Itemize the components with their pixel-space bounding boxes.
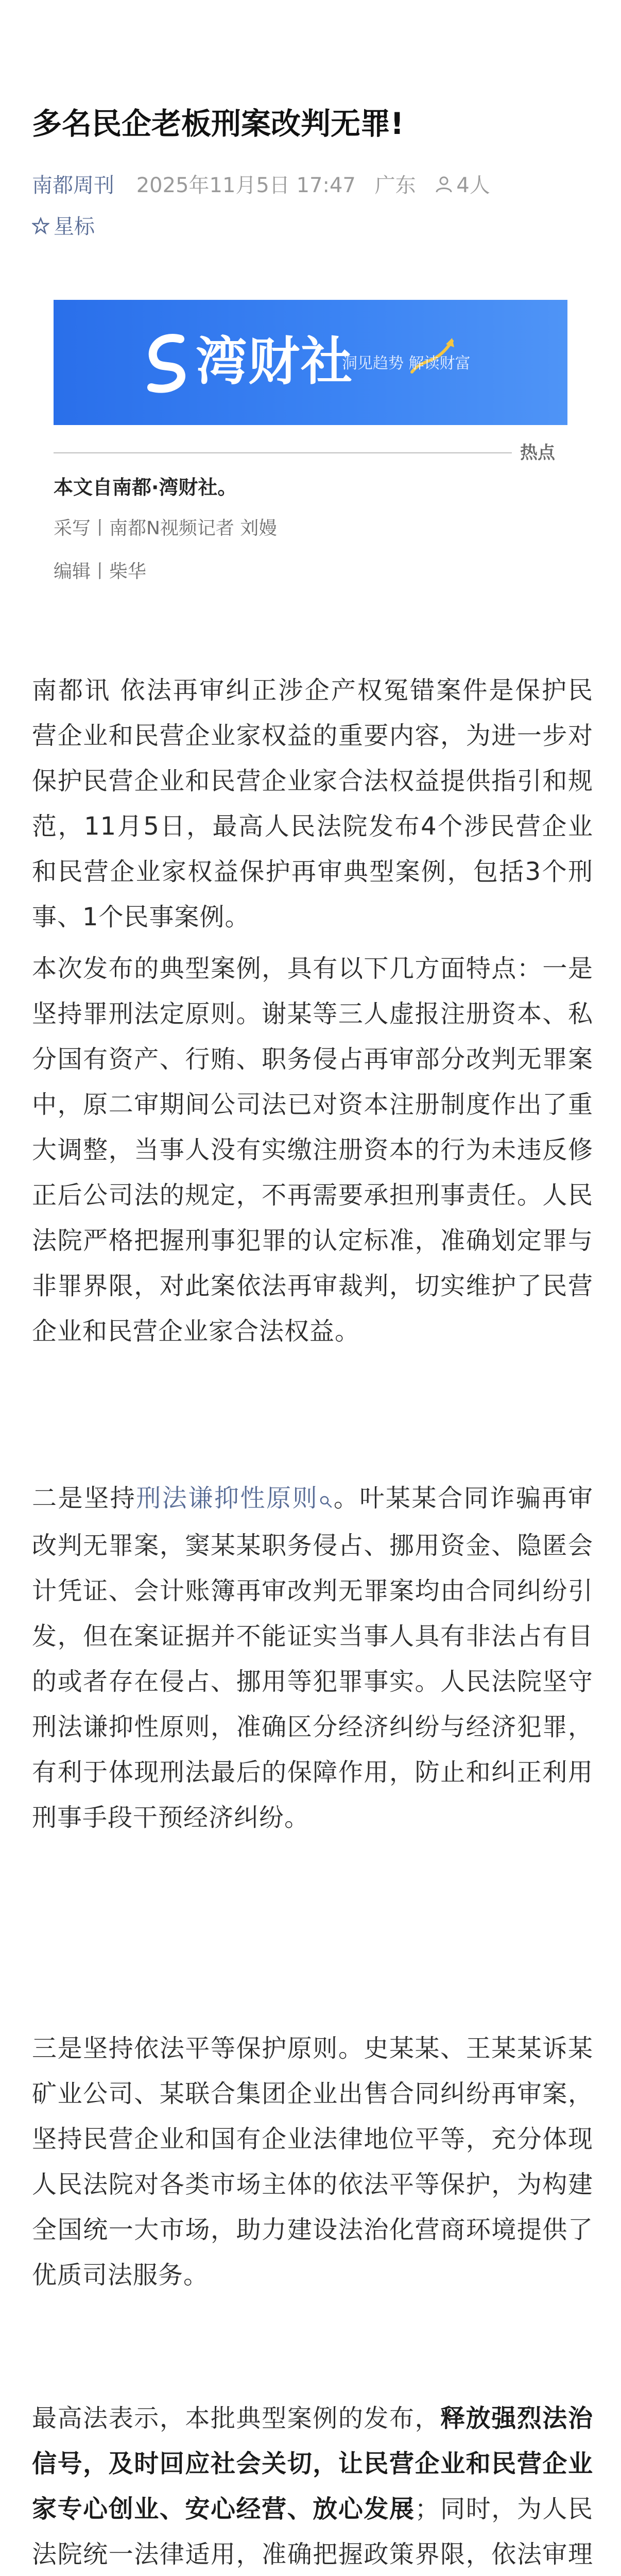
banner-logo-text: 湾财社 <box>196 331 353 392</box>
paragraph-5-a: 最高法表示，本批典型案例的发布， <box>32 2404 441 2433</box>
article-reporter: 采写丨南都N视频记者 刘嫚 <box>54 518 278 539</box>
caption-divider <box>54 452 512 453</box>
reader-count: 4人 <box>456 174 490 197</box>
star-label: 星标 <box>54 215 95 239</box>
hot-tag: 热点 <box>520 443 555 463</box>
wancaishe-banner <box>54 300 567 425</box>
article-title: 多名民企老板刑案改判无罪! <box>32 106 404 141</box>
paragraph-2: 本次发布的典型案例，具有以下几方面特点：一是坚持罪刑法定原则。谢某等三人虚报注册资本、私分国有资产、行贿、职务侵占再审部分改判无罪案中，原二审期间公司法已对资本注册制度作出了重大调整，当事人没有实缴注册资本的行为未违反修正后公司法的规定，不再需要承担刑事责任。人民法院严格把握刑事犯罪的认定标准，准确划定罪与非罪界限，对此案依法再审裁判，切实维护了民营企业和民营企业家合法权益。 <box>32 954 593 1346</box>
paragraph-5 <box>32 2396 593 2576</box>
paragraph-3-prefix: 二是坚持 <box>32 1484 136 1513</box>
banner-slogan: 洞见趋势 解读财富 <box>342 354 471 372</box>
paragraph-4: 三是坚持依法平等保护原则。史某某、王某某诉某矿业公司、某联合集团企业出售合同纠纷再审案，坚持民营企业和国有企业法律地位平等，充分体现人民法院对各类市场主体的依法平等保护，为构建全国统一大市场，助力建设法治化营商环境提供了优质司法服务。 <box>32 2034 593 2290</box>
paragraph-1: 南都讯 依法再审纠正涉企产权冤错案件是保护民营企业和民营企业家权益的重要内容，为进一步对保护民营企业和民营企业家合法权益提供指引和规范，11月5日，最高人民法院发布4个涉民营企业和民营企业家权益保护再审典型案例，包括3个刑事、1个民事案例。 <box>32 676 593 931</box>
publish-location: 广东 <box>374 174 416 197</box>
star-icon <box>32 212 49 243</box>
search-icon[interactable] <box>319 1478 333 1523</box>
publish-datetime: 2025年11月5日 17:47 <box>136 174 356 197</box>
author-link[interactable]: 南都周刊 <box>32 174 114 197</box>
article-meta <box>32 170 598 202</box>
star-button[interactable] <box>32 211 95 243</box>
paragraph-5-c: ；同时，为人民法院统一法律适用，准确把握政策界限，依法审理 <box>32 2495 593 2569</box>
wancaishe-logo-icon <box>144 329 191 396</box>
people-icon <box>435 171 453 202</box>
paragraph-5-emphasis-1: 释放强烈法治信号，及时回应社会关切，让民营企业和民营企业家专心创业、安心经营、放心发展 <box>32 2404 593 2523</box>
criminal-law-principle-link[interactable]: 刑法谦抑性原则 <box>136 1484 319 1513</box>
paragraph-3 <box>32 1476 593 1840</box>
article-editor: 编辑丨柴华 <box>54 561 147 582</box>
paragraph-3-rest: 。叶某某合同诈骗再审改判无罪案，窦某某职务侵占、挪用资金、隐匿会计凭证、会计账簿再审改判无罪案均由合同纠纷引发，但在案证据并不能证实当事人具有非法占有目的或者存在侵占、挪用等犯罪事实。人民法院坚守刑法谦抑性原则，准确区分经济纠纷与经济犯罪，有利于体现刑法最后的保障作用，防止和纠正利用刑事手段干预经济纠纷。 <box>32 1484 593 1832</box>
article-source: 本文自南都·湾财社。 <box>54 476 237 499</box>
